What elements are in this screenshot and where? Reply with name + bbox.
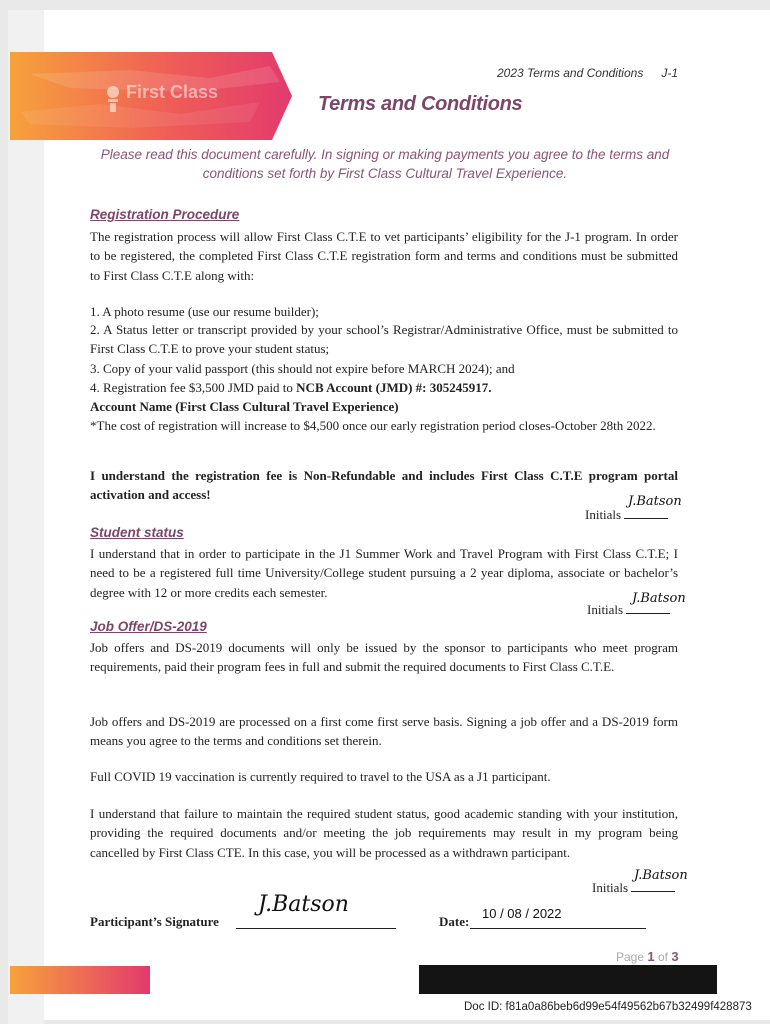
- participant-signature[interactable]: J.Batson: [258, 892, 349, 917]
- signature-line[interactable]: [236, 928, 396, 929]
- student-status-paragraph: I understand that in order to participate in the J1 Summer Work and Travel Program with First Class C.T.E; I need to be a registered full time University/College student pursuing a 2 year diploma, associate or bachelor’s degree with 12 or more credits each semester.: [90, 546, 678, 600]
- date-line[interactable]: [470, 928, 646, 929]
- page-margin-strip: [8, 10, 44, 1024]
- date-field[interactable]: 10 / 08 / 2022: [482, 906, 562, 921]
- initials-line-2: [626, 612, 670, 614]
- page-current: 1: [647, 949, 655, 964]
- page-word: Page: [616, 950, 645, 964]
- document-id: Doc ID: f81a0a86beb6d99e54f49562b67b32499f428873: [464, 1001, 752, 1013]
- page-of: of: [657, 950, 668, 964]
- job-offer-paragraph-1: Job offers and DS-2019 documents will only be issued by the sponsor to participants who meet program requirements, paid their program fees in full and submit the required documents to First Class C.T.E.: [90, 640, 678, 675]
- logo-mark-icon: [104, 82, 122, 114]
- initials-signature-3: J.Batson: [634, 868, 688, 883]
- page-title: Terms and Conditions: [318, 93, 523, 115]
- account-name: Account Name (First Class Cultural Travel Experience): [90, 399, 399, 414]
- job-offer-paragraph-4: I understand that failure to maintain the required student status, good academic standing with your institution, providing the required documents and/or meeting the job requirements may result in my program being cancelled by First Class CTE. In this case, you will be processed as a withdrawn participant.: [90, 806, 678, 860]
- initials-field-1: [585, 507, 668, 523]
- covid-requirement: Full COVID 19 vaccination is currently required to travel to the USA as a J1 participant.: [90, 769, 551, 784]
- footer-dark-bar: [419, 965, 717, 994]
- cost-note: *The cost of registration will increase to $4,500 once our early registration period closes-October 28th 2022.: [90, 418, 656, 433]
- registration-item-4-text: 4. Registration fee $3,500 JMD paid to: [90, 380, 297, 395]
- fee-statement: I understand the registration fee is Non-Refundable and includes First Class C.T.E program portal activation and access!: [90, 468, 678, 503]
- student-status-heading: Student status: [90, 525, 184, 540]
- signature-label: Participant’s Signature: [90, 914, 219, 929]
- initials-label-3: Initials: [592, 880, 629, 895]
- job-offer-paragraph-2: Job offers and DS-2019 are processed on a first come first serve basis. Signing a job offer and a DS-2019 form means you agree to the terms and conditions set therein.: [90, 714, 678, 749]
- registration-item-1: 1. A photo resume (use our resume builder);: [90, 304, 319, 319]
- intro-text: Please read this document carefully. In signing or making payments you agree to the terms and conditions set forth by First Class Cultural Travel Experience.: [100, 147, 670, 181]
- page-total: 3: [671, 949, 679, 964]
- registration-item-2: 2. A Status letter or transcript provided by your school’s Registrar/Administrative Office, must be submitted to First Class C.T.E to prove your student status;: [90, 322, 678, 357]
- header-doc-code: J-1: [661, 66, 678, 80]
- job-offer-heading: Job Offer/DS-2019: [90, 619, 207, 634]
- registration-paragraph: The registration process will allow First Class C.T.E to vet participants’ eligibility for the J-1 program. In order to be registered, the completed First Class C.T.E registration form and terms and conditions must be submitted to First Class C.T.E along with:: [90, 229, 678, 283]
- footer-brand-bar: [10, 966, 150, 994]
- page-number: [616, 949, 679, 964]
- date-label: Date:: [439, 914, 470, 929]
- initials-field-3: [592, 880, 675, 896]
- account-number: NCB Account (JMD) #: 305245917.: [296, 380, 492, 395]
- initials-label-2: Initials: [587, 602, 624, 617]
- initials-field-2: [587, 602, 670, 618]
- registration-item-3: 3. Copy of your valid passport (this should not expire before MARCH 2024); and: [90, 361, 515, 376]
- registration-heading: Registration Procedure: [90, 207, 240, 222]
- header-doc-label: 2023 Terms and Conditions: [497, 66, 644, 80]
- document-header: [497, 66, 678, 80]
- initials-line-1: [624, 517, 668, 519]
- initials-line-3: [631, 890, 675, 892]
- registration-item-4: [90, 378, 678, 397]
- initials-signature-2: J.Batson: [632, 591, 686, 606]
- initials-signature-1: J.Batson: [628, 494, 682, 509]
- initials-label-1: Initials: [585, 507, 622, 522]
- logo-text: First Class: [126, 82, 219, 102]
